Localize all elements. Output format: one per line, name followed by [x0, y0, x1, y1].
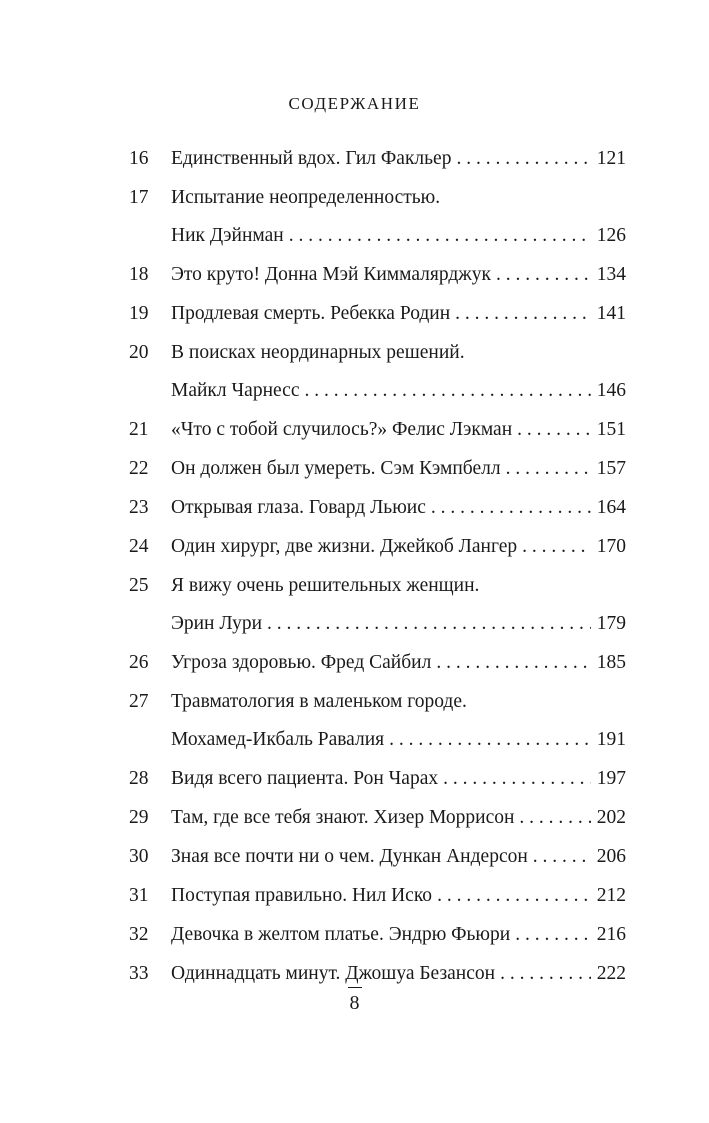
toc-entry-page: 191	[596, 729, 626, 750]
toc-entry-page: 179	[596, 613, 626, 634]
table-of-contents	[129, 146, 626, 1000]
dot-leader	[522, 534, 591, 560]
dot-leader	[456, 146, 590, 172]
toc-entry-title: Один хирург, две жизни. Джейкоб Лангер	[171, 536, 518, 557]
toc-entry-number: 32	[129, 924, 149, 945]
dot-leader	[443, 766, 591, 792]
toc-entry-title: Мохамед-Икбаль Равалия	[171, 729, 385, 750]
page-number-rule	[348, 987, 362, 988]
toc-entry-number: 16	[129, 148, 149, 169]
toc-entry[interactable]	[129, 456, 626, 482]
dot-leader	[500, 961, 591, 987]
toc-entry-number: 31	[129, 885, 149, 906]
toc-entry-number: 24	[129, 536, 149, 557]
toc-entry-title: Видя всего пациента. Рон Чарах	[171, 768, 439, 789]
toc-entry-title: «Что с тобой случилось?» Фелис Лэкман	[171, 419, 513, 440]
toc-entry[interactable]	[129, 922, 626, 948]
toc-entry[interactable]	[129, 146, 626, 172]
toc-entry-title: Там, где все тебя знают. Хизер Моррисон	[171, 807, 515, 828]
toc-entry-page: 202	[596, 807, 626, 828]
toc-entry-title: Ник Дэйнман	[171, 225, 284, 246]
toc-entry[interactable]	[129, 534, 626, 560]
toc-entry-title: Поступая правильно. Нил Иско	[171, 885, 433, 906]
dot-leader	[515, 922, 591, 948]
toc-entry[interactable]	[129, 883, 626, 909]
toc-entry-number: 29	[129, 807, 149, 828]
toc-entry-title-line1: Травматология в маленьком городе.	[171, 691, 467, 712]
toc-entry[interactable]	[129, 961, 626, 987]
toc-entry-title-line1: Я вижу очень решительных женщин.	[171, 575, 480, 596]
toc-entry-page: 151	[596, 419, 626, 440]
dot-leader	[533, 844, 591, 870]
toc-entry-title-line1: В поисках неординарных решений.	[171, 342, 465, 363]
dot-leader	[519, 805, 590, 831]
toc-entry-number: 30	[129, 846, 149, 867]
toc-entry-title: Эрин Лури	[171, 613, 263, 634]
toc-entry-page: 222	[596, 963, 626, 984]
toc-entry[interactable]	[129, 185, 626, 249]
toc-entry[interactable]	[129, 340, 626, 404]
toc-entry-title: Продлевая смерть. Ребекка Родин	[171, 303, 451, 324]
toc-entry-page: 206	[596, 846, 626, 867]
toc-entry-number: 19	[129, 303, 149, 324]
toc-entry-title: Зная все почти ни о чем. Дункан Андерсон	[171, 846, 528, 867]
toc-entry-title: Открывая глаза. Говард Льюис	[171, 497, 426, 518]
toc-entry-page: 212	[596, 885, 626, 906]
toc-entry-number: 26	[129, 652, 149, 673]
toc-entry-title: Одиннадцать минут. Джошуа Безансон	[171, 963, 496, 984]
toc-entry-number: 27	[129, 691, 149, 712]
dot-leader	[436, 650, 590, 676]
toc-entry-page: 157	[596, 458, 626, 479]
toc-entry-page: 141	[596, 303, 626, 324]
toc-entry[interactable]	[129, 301, 626, 327]
toc-entry-title-line1: Испытание неопределенностью.	[171, 187, 441, 208]
toc-entry-number: 22	[129, 458, 149, 479]
page-number: 8	[349, 992, 360, 1015]
toc-entry-page: 134	[596, 264, 626, 285]
toc-entry-number: 33	[129, 963, 149, 984]
toc-entry-title: Это круто! Донна Мэй Киммалярджук	[171, 264, 491, 285]
dot-leader	[496, 262, 591, 288]
toc-entry-title: Угроза здоровью. Фред Сайбил	[171, 652, 432, 673]
toc-entry-number: 20	[129, 342, 149, 363]
dot-leader	[506, 456, 591, 482]
toc-entry-number: 23	[129, 497, 149, 518]
toc-entry-number: 21	[129, 419, 149, 440]
toc-entry[interactable]	[129, 495, 626, 521]
toc-entry[interactable]	[129, 417, 626, 443]
toc-entry-title: Майкл Чарнесс	[171, 380, 300, 401]
toc-entry-number: 28	[129, 768, 149, 789]
dot-leader	[431, 495, 591, 521]
toc-entry-page: 197	[596, 768, 626, 789]
toc-entry[interactable]	[129, 573, 626, 637]
page-footer	[0, 987, 709, 1015]
toc-entry[interactable]	[129, 650, 626, 676]
toc-entry-page: 185	[596, 652, 626, 673]
dot-leader	[517, 417, 591, 443]
dot-leader	[304, 378, 590, 404]
dot-leader	[389, 727, 591, 753]
dot-leader	[267, 611, 591, 637]
toc-entry[interactable]	[129, 689, 626, 753]
toc-entry[interactable]	[129, 805, 626, 831]
toc-entry-page: 216	[596, 924, 626, 945]
toc-entry-page: 126	[596, 225, 626, 246]
dot-leader	[289, 223, 591, 249]
dot-leader	[455, 301, 591, 327]
toc-entry-page: 170	[596, 536, 626, 557]
toc-entry[interactable]	[129, 262, 626, 288]
toc-entry[interactable]	[129, 844, 626, 870]
toc-entry-title: Он должен был умереть. Сэм Кэмпбелл	[171, 458, 501, 479]
toc-entry-page: 146	[596, 380, 626, 401]
toc-entry[interactable]	[129, 766, 626, 792]
toc-entry-number: 17	[129, 187, 149, 208]
toc-entry-page: 121	[596, 148, 626, 169]
toc-entry-title: Единственный вдох. Гил Факльер	[171, 148, 452, 169]
toc-entry-number: 18	[129, 264, 149, 285]
toc-entry-number: 25	[129, 575, 149, 596]
toc-entry-page: 164	[596, 497, 626, 518]
toc-entry-title: Девочка в желтом платье. Эндрю Фьюри	[171, 924, 511, 945]
dot-leader	[437, 883, 591, 909]
page-title: СОДЕРЖАНИЕ	[288, 94, 421, 113]
